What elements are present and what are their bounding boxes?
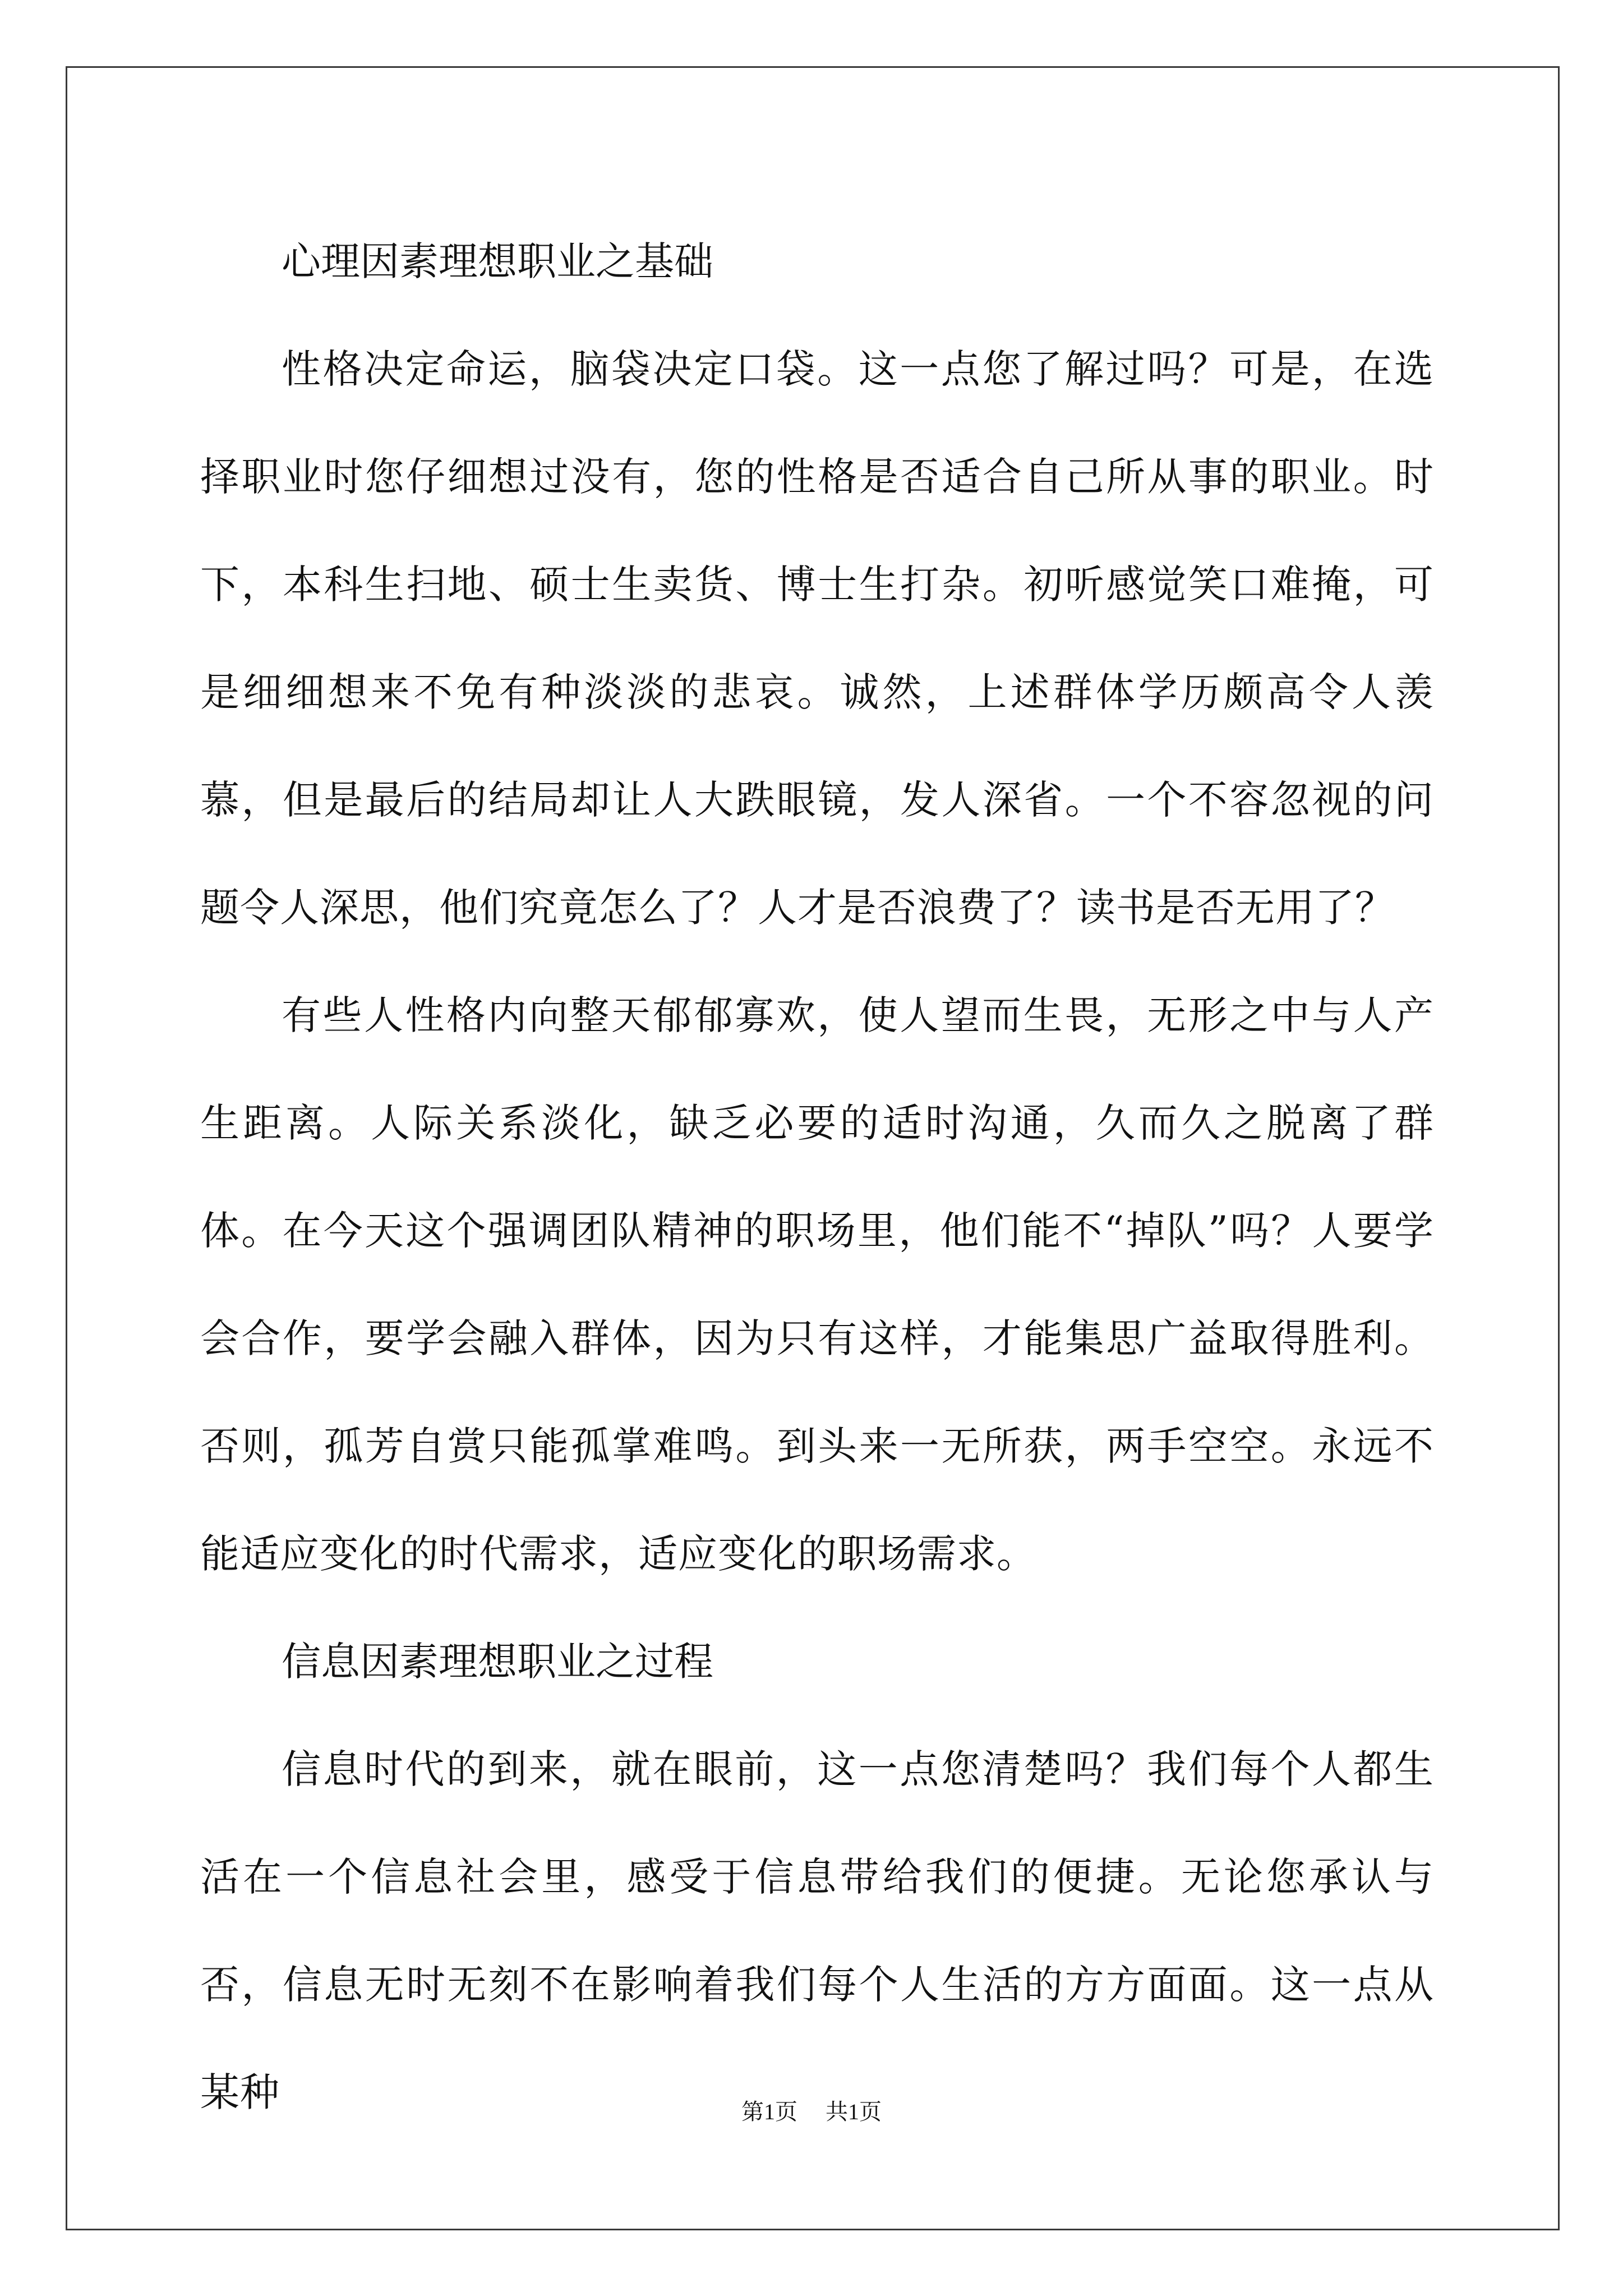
paragraph-information-age: 信息时代的到来，就在眼前，这一点您清楚吗？我们每个人都生活在一个信息社会里，感受于信息带给我们的便捷。无论您承认与否，信息无时无刻不在影响着我们每个人生活的方方面面。这一点从某种 (200, 1746, 1434, 2115)
page-footer (0, 2095, 1623, 2129)
paragraph-introverted-people: 有些人性格内向整天郁郁寡欢，使人望而生畏，无形之中与人产生距离。人际关系淡化，缺乏必要的适时沟通，久而久之脱离了群体。在今天这个强调团队精神的职场里，他们能不“掉队”吗？人要学会合作，要学会融入群体，因为只有这样，才能集思广益取得胜利。否则，孤芳自赏只能孤掌难鸣。到头来一无所获，两手空空。永远不能适应变化的时代需求，适应变化的职场需求。 (200, 992, 1434, 1577)
page-total: 共1页 (826, 2099, 882, 2124)
page-number: 第1页 (741, 2099, 797, 2124)
section-heading-psychology: 心理因素理想职业之基础 (282, 238, 713, 284)
paragraph-personality-fate: 性格决定命运，脑袋决定口袋。这一点您了解过吗？可是，在选择职业时您仔细想过没有，您的性格是否适合自己所从事的职业。时下，本科生扫地、硕士生卖货、博士生打杂。初听感觉笑口难掩，可是细细想来不免有种淡淡的悲哀。诚然，上述群体学历颇高令人羡慕，但是最后的结局却让人大跌眼镜，发人深省。一个不容忽视的问题令人深思，他们究竟怎么了？人才是否浪费了？读书是否无用了？ (200, 346, 1434, 931)
document-body (200, 208, 1434, 2146)
section-heading-information: 信息因素理想职业之过程 (282, 1639, 713, 1685)
